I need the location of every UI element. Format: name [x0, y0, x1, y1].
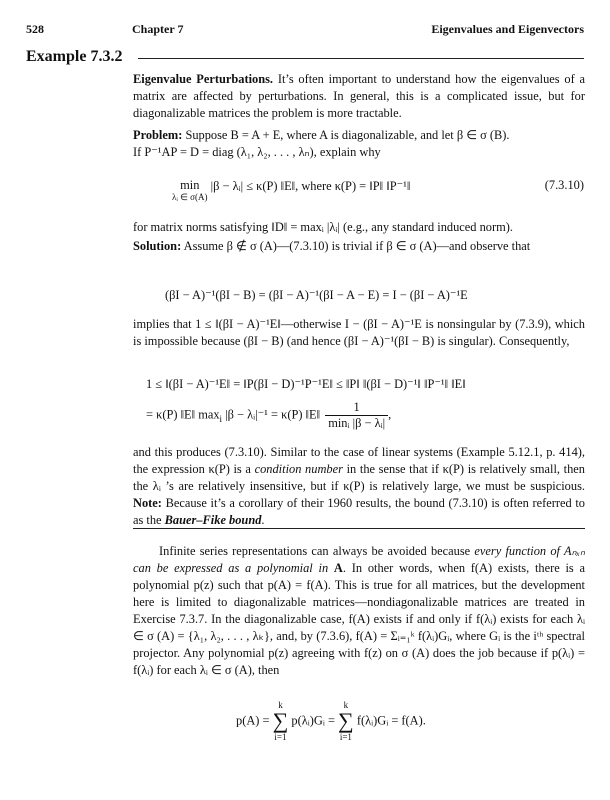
final-mid: p(λᵢ)Gᵢ =: [291, 713, 335, 728]
conclusion-text3: Because it’s a corollary of their 1960 results, the bound (7.3.10) is often referred to as the: [133, 496, 585, 527]
problem-line1: Suppose B = A + E, where A is diagonalizable, and let β ∈ σ (B).: [185, 128, 510, 142]
conclusion-period: .: [261, 513, 265, 527]
frac-numerator: 1: [325, 400, 388, 416]
section-rule: [133, 528, 585, 529]
eq-body: |β − λᵢ| ≤ κ(P) ‖E‖, where κ(P) = ‖P‖ ‖P⁻¹‖: [210, 179, 411, 193]
section2-text2: . In other words, when f(A) exists, there is a polynomial p(z) such that p(A) = f(A). This is true for all matrices, but the development here is limited to diagonalizable matrices—nondiagonalizable matrices are treated in Exercise 7.3.7. In the diagonalizable case, f(A) exists if and only if f(λᵢ) exists for each λᵢ ∈ σ (A) = {λ₁, λ₂, . . . , λₖ}, and, by (7.3.6), f(A) = Σᵢ₌₁ᵏ f(λᵢ)Gᵢ, where Gᵢ is the iᵗʰ spectral projector. Any polynomial p(z) agreeing with f(z) on σ (A) does the job because if p(λᵢ) = f(λᵢ) for each λᵢ ∈ σ (A), then: [133, 561, 585, 677]
chain-end: ,: [388, 407, 392, 422]
sum1-top: k: [278, 700, 283, 710]
frac-denominator: minᵢ |β − λᵢ|: [328, 416, 386, 430]
sum2-top: k: [343, 700, 349, 710]
section2-emph1: every function of Aₙₓₙ can be expressed as a polynomial in: [133, 544, 585, 575]
solution-label: Solution:: [133, 239, 182, 253]
after-equation-text: [133, 219, 585, 236]
page-header: [26, 22, 584, 40]
example-rule: [138, 58, 584, 59]
problem-line2: If P⁻¹AP = D = diag (λ₁, λ₂, . . . , λₙ), explain why: [133, 145, 381, 159]
section2-emph-a: A: [333, 561, 343, 575]
problem-paragraph: [133, 127, 585, 161]
chain-equation-line1: 1 ≤ ‖(βI − A)⁻¹E‖ = ‖P(βI − D)⁻¹P⁻¹E‖ ≤ ‖P‖ ‖(βI − D)⁻¹‖ ‖P⁻¹‖ ‖E‖: [146, 377, 466, 391]
solution-equation: (βI − A)⁻¹(βI − B) = (βI − A)⁻¹(βI − A − E) = I − (βI − A)⁻¹E: [165, 288, 468, 302]
solution-text: Assume β ∉ σ (A)—(7.3.10) is trivial if β ∈ σ (A)—and observe that: [183, 239, 531, 253]
running-title: Eigenvalues and Eigenvectors: [431, 22, 584, 36]
intro-title: Eigenvalue Perturbations.: [133, 72, 274, 86]
note-label: Note:: [133, 496, 162, 510]
bauer-fike-term: Bauer–Fike bound: [164, 513, 262, 527]
eq-min-subscript: λᵢ ∈ σ(A): [172, 192, 208, 202]
final-equation: [236, 700, 426, 742]
page-number: 528: [26, 22, 44, 36]
conclusion-text2: in the sense that if κ(P) is relatively small, then the λᵢ ’s are relatively insensitive, but if κ(P) is relatively large, we must be suspicious.: [133, 462, 585, 493]
chapter-label: Chapter 7: [132, 22, 184, 36]
final-lhs: p(A) =: [236, 713, 270, 728]
section2-paragraph: [133, 543, 585, 679]
chain-equation-line2: [146, 400, 391, 431]
sum1-bottom: i=1: [274, 732, 287, 742]
eq-min: min: [180, 178, 200, 192]
equation-7-3-10: [172, 178, 410, 202]
intro-text: It’s often important to understand how the eigenvalues of a matrix are affected by perturbations. In general, this is a complicated issue, but for diagonalizable matrices the problem is more tractable.: [133, 72, 585, 120]
final-rhs: f(λᵢ)Gᵢ = f(A).: [356, 713, 426, 728]
example-label: Example 7.3.2: [26, 48, 123, 65]
chain-line2-b: |β − λᵢ|⁻¹ = κ(P) ‖E‖: [225, 407, 321, 422]
conclusion-text1: and this produces (7.3.10). Similar to the case of linear systems (Example 5.12.1, p. 414), the expression κ(P) is a: [133, 445, 585, 476]
chain-line2-a: = κ(P) ‖E‖ max: [146, 407, 220, 422]
solution-paragraph: [133, 238, 585, 255]
implies-paragraph: [133, 316, 585, 350]
section2-text1: Infinite series representations can always be avoided because: [159, 544, 471, 558]
problem-label: Problem:: [133, 128, 183, 142]
norm-condition: for matrix norms satisfying ‖D‖ = maxᵢ |λᵢ| (e.g., any standard induced norm).: [133, 220, 513, 234]
condition-number-term: condition number: [254, 462, 343, 476]
implies-text: implies that 1 ≤ ‖(βI − A)⁻¹E‖—otherwise I − (βI − A)⁻¹E is nonsingular by (7.3.9), which is impossible because (βI − B) (and hence (βI − A)⁻¹(βI − B) is singular). Consequently,: [133, 317, 585, 348]
sum1-sigma: ∑: [272, 708, 289, 733]
chain-max-subscript: i: [219, 413, 223, 424]
sum2-sigma: ∑: [338, 708, 354, 733]
conclusion-paragraph: [133, 444, 585, 529]
equation-tag: (7.3.10): [544, 178, 584, 192]
sum2-bottom: i=1: [339, 732, 352, 742]
intro-paragraph: [133, 71, 585, 122]
